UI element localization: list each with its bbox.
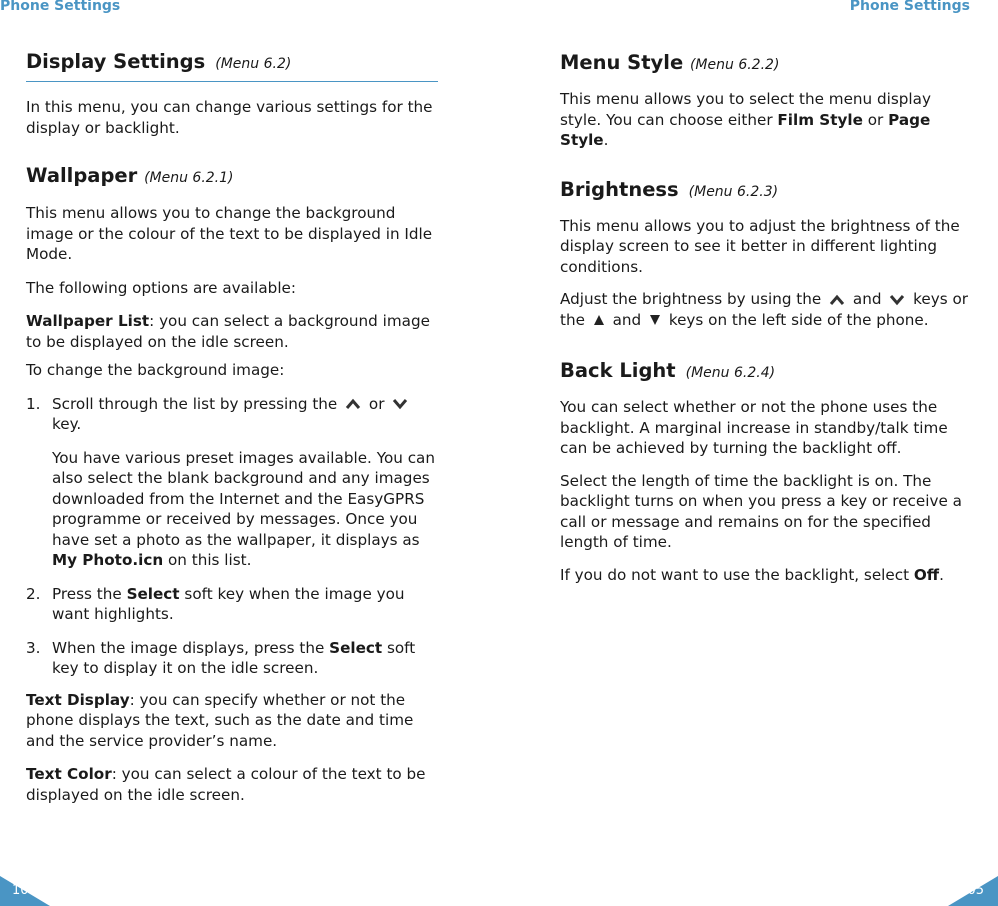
menu-style-description	[560, 89, 972, 151]
brightness-description: This menu allows you to adjust the brightness of the display screen to see it better in different lighting conditions.	[560, 216, 960, 276]
menu-style-desc-pre: This menu allows you to select the menu display style. You can choose either	[560, 90, 931, 129]
wallpaper-list-desc: : you can select a background image to be displayed on the idle screen.	[26, 312, 430, 351]
text-color-desc: : you can select a colour of the text to be displayed on the idle screen.	[26, 765, 426, 804]
step-1-number: 1.	[26, 394, 41, 413]
menu-style-or: or	[862, 110, 889, 129]
running-head-right: Phone Settings	[849, 0, 970, 14]
chevron-up-icon	[829, 294, 845, 306]
step-3	[26, 638, 438, 679]
step-3-post: soft key to display it on the idle screen.	[52, 638, 416, 677]
step-1-post: key.	[52, 415, 82, 433]
wallpaper-description: This menu allows you to change the background image or the colour of the text to be displayed in Idle Mode.	[26, 204, 433, 263]
chevron-down-icon	[889, 294, 905, 306]
adjust-post: keys on the left side of the phone.	[668, 310, 929, 329]
triangle-down-icon	[649, 314, 661, 326]
step-2-number: 2.	[26, 584, 41, 603]
adjust-and-1: and	[852, 290, 882, 308]
menu-style-menu-ref: (Menu 6.2.2)	[689, 57, 780, 73]
step-1-text	[52, 394, 438, 435]
back-light-description-2: Select the length of time the backlight is on. The backlight turns on when you press a key or receive a call or message and remains on for the specified length of time.	[560, 471, 962, 551]
brightness-title: Brightness	[560, 177, 679, 201]
step-1	[26, 394, 438, 435]
chevron-up-icon	[345, 398, 361, 410]
adjust-and-2: and	[612, 310, 642, 329]
step-1-note-bold: My Photo.icn	[52, 551, 164, 569]
page-style-label: Page Style	[560, 110, 931, 149]
brightness-adjust	[560, 289, 972, 330]
step-1-note	[52, 448, 438, 571]
back-light-off-paragraph	[560, 565, 972, 586]
step-2	[26, 584, 438, 625]
step-2-pre: Press the	[52, 584, 127, 603]
text-color-paragraph	[26, 764, 438, 805]
adjust-mid: keys or the	[560, 290, 969, 329]
triangle-up-icon	[593, 314, 605, 326]
adjust-pre: Adjust the brightness by using the	[560, 290, 822, 308]
wallpaper-list-term: Wallpaper List	[26, 312, 150, 330]
text-display-desc: : you can specify whether or not the phone displays the text, such as the date and time and the service provider’s name.	[26, 690, 414, 750]
step-2-bold: Select	[126, 584, 180, 603]
page-number-left: 104	[12, 883, 37, 898]
wallpaper-list-paragraph	[26, 311, 438, 352]
step-2-post: soft key when the image you want highlights.	[52, 584, 405, 623]
display-settings-title: Display Settings	[26, 50, 206, 73]
menu-style-title: Menu Style	[560, 51, 684, 74]
change-intro: To change the background image:	[26, 361, 285, 379]
back-light-heading	[560, 359, 972, 385]
step-2-text	[52, 584, 438, 625]
brightness-heading	[560, 178, 972, 204]
display-settings-menu-ref: (Menu 6.2)	[215, 56, 292, 72]
back-light-menu-ref: (Menu 6.2.4)	[685, 365, 776, 381]
off-bold: Off	[913, 565, 940, 584]
step-3-bold: Select	[329, 638, 383, 657]
title-rule	[26, 81, 438, 82]
text-display-paragraph	[26, 690, 438, 752]
back-light-description-1: You can select whether or not the phone uses the backlight. A marginal increase in standby/talk time can be achieved by turning the backlight off.	[560, 398, 948, 457]
step-1-note-post: on this list.	[163, 551, 252, 569]
off-post: .	[939, 565, 944, 584]
step-3-pre: When the image displays, press the	[52, 638, 330, 657]
page-number-right: 105	[959, 883, 984, 898]
back-light-title: Back Light	[560, 359, 676, 382]
text-color-term: Text Color	[26, 765, 112, 783]
step-1-note-pre: You have various preset images available. You can also select the blank background and any images downloaded from the Internet and the EasyGPRS programme or received by messages. Once you have set a photo as the wallpaper, it displays as	[52, 448, 435, 549]
menu-style-heading	[560, 51, 972, 77]
intro-paragraph: In this menu, you can change various settings for the display or backlight.	[26, 98, 433, 137]
brightness-menu-ref: (Menu 6.2.3)	[688, 183, 779, 200]
step-1-or: or	[368, 394, 385, 413]
wallpaper-menu-ref: (Menu 6.2.1)	[144, 170, 234, 186]
step-1-pre: Scroll through the list by pressing the	[52, 394, 338, 413]
text-display-term: Text Display	[26, 690, 130, 709]
chevron-down-icon	[392, 398, 408, 410]
options-intro: The following options are available:	[26, 278, 297, 297]
film-style-label: Film Style	[777, 110, 863, 129]
step-3-text	[52, 638, 438, 679]
wallpaper-heading	[26, 164, 438, 190]
step-3-number: 3.	[26, 638, 41, 657]
left-page	[26, 0, 438, 805]
wallpaper-title: Wallpaper	[26, 164, 138, 187]
right-page	[560, 0, 972, 585]
page-title	[26, 50, 438, 76]
running-head-left: Phone Settings	[0, 0, 121, 14]
off-pre: If you do not want to use the backlight, select	[560, 565, 914, 584]
menu-style-period: .	[603, 131, 609, 149]
